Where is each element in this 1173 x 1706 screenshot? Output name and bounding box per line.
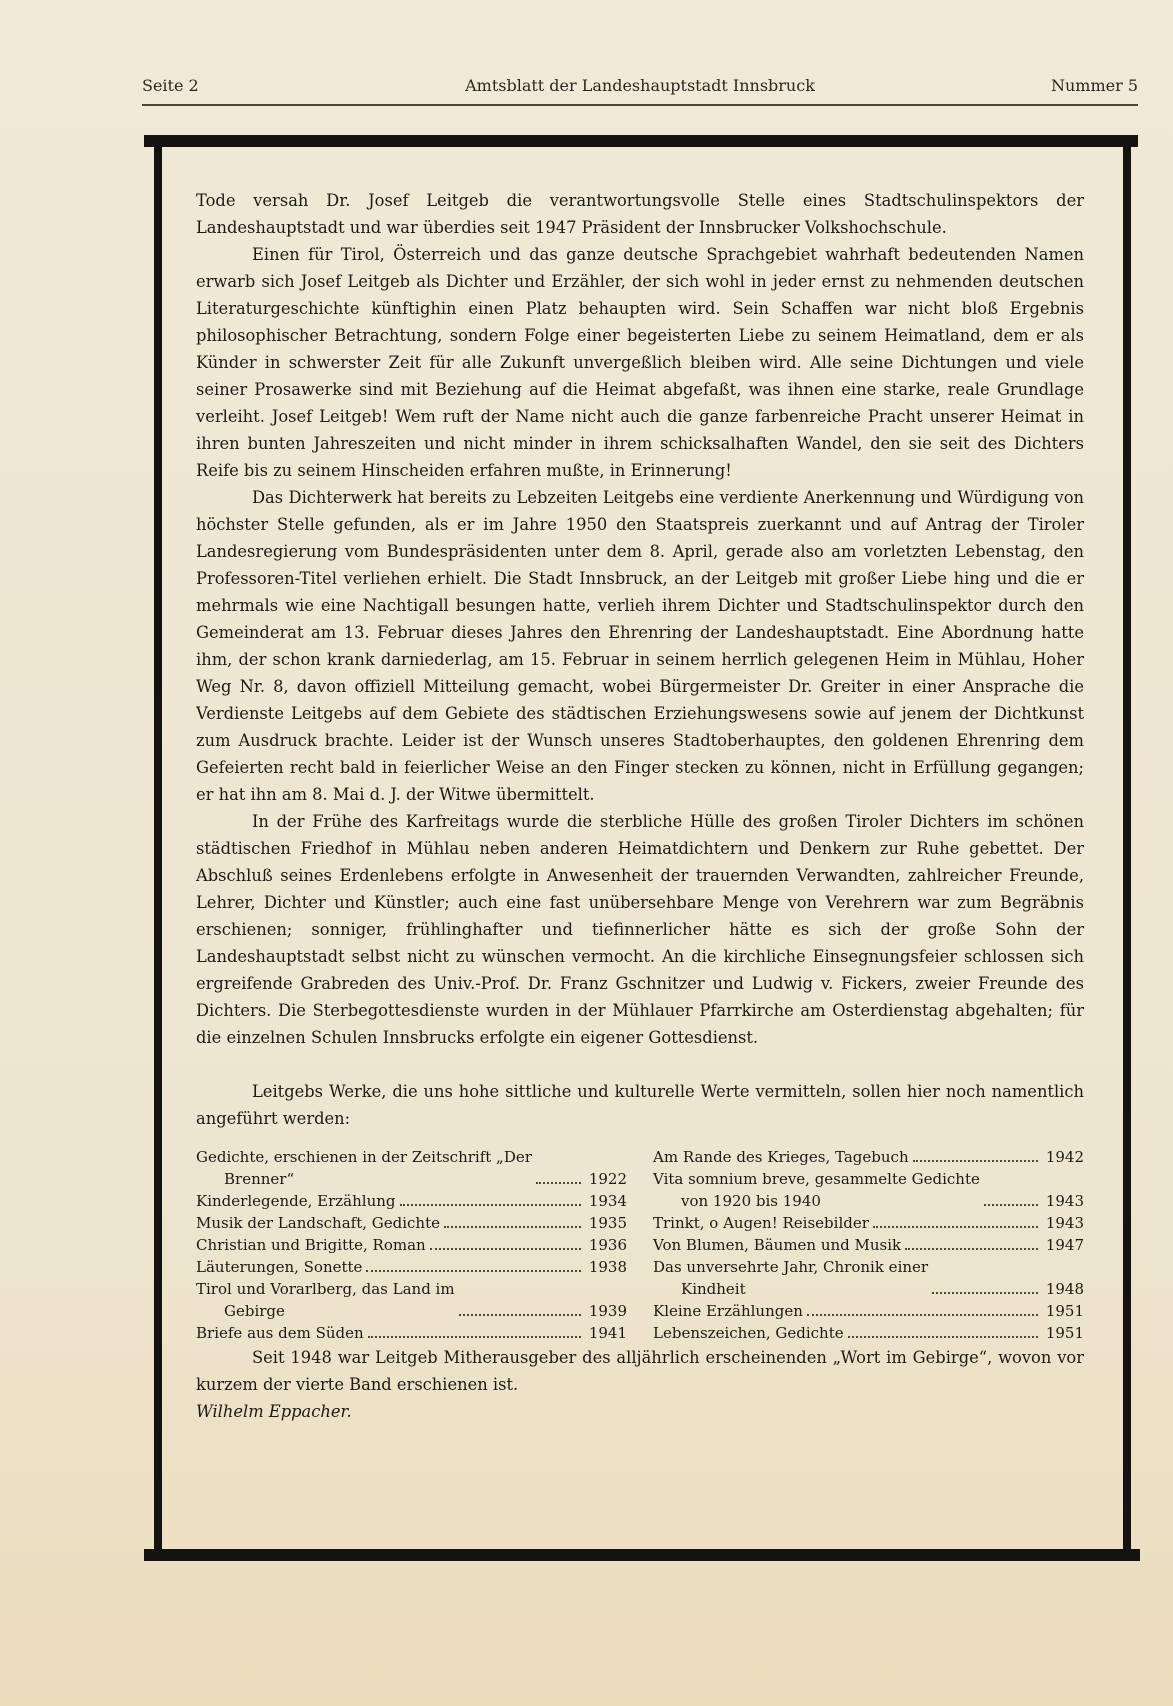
- leader-dots: [366, 1270, 581, 1272]
- works-intro: Leitgebs Werke, die uns hohe sittliche und kulturelle Werte vermitteln, sollen hier noch namentlich angeführt werden:: [196, 1082, 1084, 1128]
- leader-dots: [932, 1292, 1038, 1294]
- leader-dots: [905, 1248, 1038, 1250]
- work-year: 1922: [588, 1170, 627, 1188]
- work-item: [653, 1146, 1084, 1168]
- obituary-frame-left: [154, 147, 162, 1549]
- work-year: 1939: [588, 1302, 627, 1320]
- work-item: [196, 1278, 627, 1322]
- work-title: Gedichte, erschienen in der Zeitschrift „Der: [196, 1148, 532, 1166]
- work-item: [196, 1234, 627, 1256]
- work-title-cont: Gebirge: [224, 1302, 285, 1320]
- work-title: Trinkt, o Augen! Reisebilder: [653, 1214, 869, 1232]
- works-column-right: [653, 1146, 1084, 1344]
- work-item: [196, 1190, 627, 1212]
- work-title: Läuterungen, Sonette: [196, 1258, 363, 1276]
- leader-dots: [536, 1182, 581, 1184]
- obituary-frame-right: [1123, 147, 1131, 1549]
- work-item: [196, 1256, 627, 1278]
- header-divider: [142, 104, 1138, 106]
- work-year: 1936: [588, 1236, 627, 1254]
- paragraph-3: Das Dichterwerk hat bereits zu Lebzeiten Leitgebs eine verdiente Anerkennung und Würdigung von höchster Stelle gefunden, als er im Jahre 1950 den Staatspreis zuerkannt und auf Antrag der Tiroler Landesregierung vom Bundespräsidenten unter dem 8. April, gerade also am vorletzten Lebenstag, den Professoren-Titel verliehen erhielt. Die Stadt Innsbruck, an der Leitgeb mit großer Liebe hing und die er mehrmals wie eine Nachtigall besungen hatte, verlieh ihrem Dichter und Stadtschulinspektor durch den Gemeinderat am 13. Februar dieses Jahres den Ehrenring der Landeshauptstadt. Eine Abordnung hatte ihm, der schon krank darniederlag, am 15. Februar in seinem herrlich gelegenen Heim in Mühlau, Hoher Weg Nr. 8, davon offiziell Mitteilung gemacht, wobei Bürgermeister Dr. Greiter in einer Ansprache die Verdienste Leitgebs auf dem Gebiete des städtischen Erziehungswesens sowie auf jenem der Dichtkunst zum Ausdruck brachte. Leider ist der Wunsch unseres Stadtoberhauptes, den goldenen Ehrenring dem Gefeierten recht bald in feierlicher Weise an den Finger stecken zu können, nicht in Erfüllung gegangen; er hat ihn am 8. Mai d. J. der Witwe übermittelt.: [196, 488, 1084, 804]
- running-header: [142, 76, 1138, 98]
- work-year: 1943: [1045, 1192, 1084, 1210]
- work-year: 1943: [1045, 1214, 1084, 1232]
- work-year: 1935: [588, 1214, 627, 1232]
- work-title: Christian und Brigitte, Roman: [196, 1236, 426, 1254]
- publication-title: Amtsblatt der Landeshauptstadt Innsbruck: [465, 76, 815, 95]
- work-title: Das unversehrte Jahr, Chronik einer: [653, 1258, 929, 1276]
- paragraph-2: Einen für Tirol, Österreich und das ganze deutsche Sprachgebiet wahrhaft bedeutenden Namen erwarb sich Josef Leitgeb als Dichter und Erzähler, der sich wohl in jeder ernst zu nehmenden deutschen Literaturgeschichte künftighin einen Platz behaupten wird. Sein Schaffen war nicht bloß Ergebnis philosophischer Betrachtung, sondern Folge einer begeisterten Liebe zu seinem Heimatland, dem er als Künder in schwerster Zeit für alle Zukunft unvergeßlich bleiben wird. Alle seine Dichtungen und viele seiner Prosawerke sind mit Beziehung auf die Heimat abgefaßt, was ihnen eine starke, reale Grundlage verleiht. Josef Leitgeb! Wem ruft der Name nicht auch die ganze farbenreiche Pracht unserer Heimat in ihren bunten Jahreszeiten und nicht minder in ihrem schicksalhaften Wandel, den sie seit des Dichters Reife bis zu seinem Hinscheiden erfahren mußte, in Erinnerung!: [196, 245, 1084, 480]
- leader-dots: [984, 1204, 1038, 1206]
- work-item: [653, 1212, 1084, 1234]
- author-signature: Wilhelm Eppacher.: [196, 1402, 352, 1421]
- works-list: [196, 1146, 1084, 1344]
- work-item: [653, 1322, 1084, 1344]
- work-year: 1948: [1045, 1280, 1084, 1298]
- work-year: 1941: [588, 1324, 627, 1342]
- leader-dots: [459, 1314, 581, 1316]
- work-year: 1934: [588, 1192, 627, 1210]
- work-item: [653, 1168, 1084, 1212]
- work-year: 1942: [1045, 1148, 1084, 1166]
- paragraph-4: In der Frühe des Karfreitags wurde die sterbliche Hülle des großen Tiroler Dichters im schönen städtischen Friedhof in Mühlau neben anderen Heimatdichtern und Denkern zur Ruhe gebettet. Der Abschluß seines Erdenlebens erfolgte in Anwesenheit der trauernden Verwandten, zahlreicher Freunde, Lehrer, Dichter und Künstler; auch eine fast unübersehbare Menge von Verehrern war zum Begräbnis erschienen; sonniger, frühlinghafter und tiefinnerlicher hätte es sich der große Sohn der Landeshauptstadt selbst nicht zu wünschen vermocht. An die kirchliche Einsegnungsfeier schlossen sich ergreifende Grabreden des Univ.-Prof. Dr. Franz Gschnitzer und Ludwig v. Fickers, zweier Freunde des Dichters. Die Sterbegottesdienste wurden in der Mühlauer Pfarrkirche am Osterdienstag abgehalten; für die einzelnen Schulen Innsbrucks erfolgte ein eigener Gottesdienst.: [196, 812, 1084, 1047]
- issue-number: Nummer 5: [1050, 76, 1138, 95]
- work-title: Kleine Erzählungen: [653, 1302, 803, 1320]
- work-year: 1938: [588, 1258, 627, 1276]
- leader-dots: [444, 1226, 581, 1228]
- work-title: Musik der Landschaft, Gedichte: [196, 1214, 440, 1232]
- leader-dots: [400, 1204, 582, 1206]
- work-title: Kinderlegende, Erzählung: [196, 1192, 396, 1210]
- leader-dots: [873, 1226, 1038, 1228]
- leader-dots: [430, 1248, 581, 1250]
- work-title-cont: von 1920 bis 1940: [681, 1192, 821, 1210]
- closing-paragraph: Seit 1948 war Leitgeb Mitherausgeber des alljährlich erscheinenden „Wort im Gebirge“, wovon vor kurzem der vierte Band erschienen ist.: [196, 1348, 1084, 1394]
- work-title: Lebenszeichen, Gedichte: [653, 1324, 844, 1342]
- leader-dots: [807, 1314, 1038, 1316]
- work-title-cont: Brenner“: [224, 1170, 295, 1188]
- page-number: Seite 2: [142, 76, 199, 95]
- work-title: Vita somnium breve, gesammelte Gedichte: [653, 1170, 980, 1188]
- leader-dots: [913, 1160, 1038, 1162]
- work-item: [653, 1256, 1084, 1300]
- work-title: Von Blumen, Bäumen und Musik: [653, 1236, 902, 1254]
- work-year: 1951: [1045, 1302, 1084, 1320]
- leader-dots: [368, 1336, 581, 1338]
- works-column-left: [196, 1146, 627, 1344]
- work-item: [196, 1322, 627, 1344]
- work-title: Tirol und Vorarlberg, das Land im: [196, 1280, 455, 1298]
- obituary-frame-top: [144, 135, 1138, 147]
- work-year: 1951: [1045, 1324, 1084, 1342]
- work-item: [196, 1146, 627, 1190]
- work-title-cont: Kindheit: [681, 1280, 746, 1298]
- work-item: [196, 1212, 627, 1234]
- leader-dots: [848, 1336, 1038, 1338]
- work-item: [653, 1300, 1084, 1322]
- work-title: Briefe aus dem Süden: [196, 1324, 364, 1342]
- obituary-frame-bottom: [144, 1549, 1140, 1561]
- article-body: [196, 187, 1084, 1425]
- work-item: [653, 1234, 1084, 1256]
- work-year: 1947: [1045, 1236, 1084, 1254]
- work-title: Am Rande des Krieges, Tagebuch: [653, 1148, 909, 1166]
- paragraph-1: Tode versah Dr. Josef Leitgeb die verantwortungsvolle Stelle eines Stadtschulinspektors der Landeshauptstadt und war überdies seit 1947 Präsident der Innsbrucker Volkshochschule.: [196, 191, 1084, 237]
